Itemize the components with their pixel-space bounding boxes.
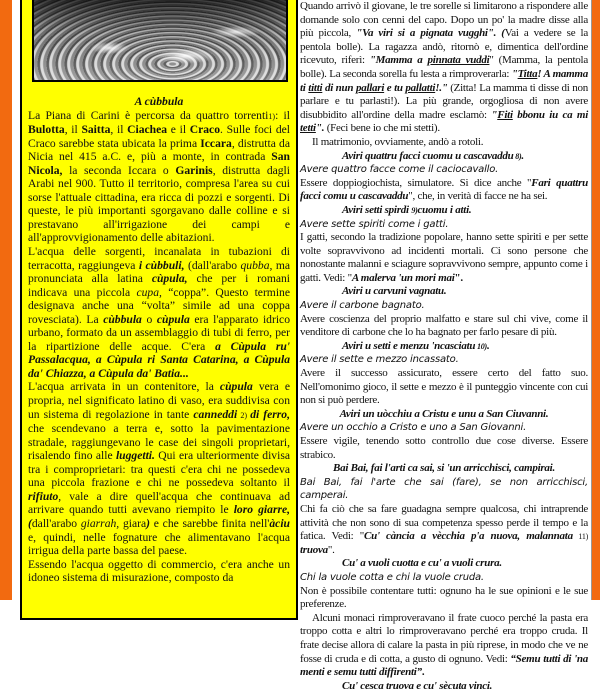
text-run: . bbox=[486, 339, 490, 352]
text-run: Cu' a vuoli cuotta e cu' a vuoli crura. bbox=[342, 557, 502, 570]
text-run: (dall'arabo bbox=[184, 258, 241, 272]
text-run: !." bbox=[435, 81, 448, 94]
left-article bbox=[28, 95, 290, 585]
text-run: e tu bbox=[384, 81, 406, 94]
text-run: e che sarebbe finita nell' bbox=[150, 516, 270, 530]
text-run: La Piana di Carini è percorsa da quattro torrenti bbox=[28, 108, 269, 122]
proverb-translation bbox=[300, 353, 588, 367]
text-run: cuomu i atti. bbox=[417, 203, 472, 216]
text-run: Vai a vedere se la pentola bolle). La ragazza andò, ritornò e, dimentica dell'ordine ricevuto, riferì: bbox=[300, 27, 588, 67]
paragraph bbox=[300, 136, 588, 150]
text-run: Saitta bbox=[81, 123, 111, 137]
proverb-translation bbox=[300, 476, 588, 503]
text-run: Aviri setti spirdi bbox=[342, 203, 412, 216]
text-run: A malerva 'un mori mai bbox=[351, 271, 455, 284]
text-run: , distrutta da Nicia nel 415 a.C. e, più a monte, in contrada bbox=[28, 136, 290, 164]
text-run: 10) bbox=[475, 341, 487, 351]
text-run: e, quindi, nelle fognature che alimentavano l'acqua irrigua della parte bassa del paese. bbox=[28, 530, 290, 558]
text-run: a Cùpula ru' Passalacqua, a Cùpula ri Santa Catarina, a Cùpula da' Chiazza, a Cùpula da' Batia... bbox=[28, 339, 291, 380]
text-run: 2) bbox=[237, 410, 251, 420]
text-run: pinnata vuddi bbox=[427, 54, 490, 67]
proverb-translation bbox=[300, 421, 588, 435]
text-run: ) bbox=[146, 516, 151, 530]
text-run: . bbox=[421, 666, 425, 679]
text-run: ". bbox=[315, 122, 325, 135]
text-run: o bbox=[141, 312, 157, 326]
paragraph bbox=[28, 558, 290, 585]
text-run: pallari bbox=[355, 81, 385, 94]
text-run: àciu bbox=[269, 516, 290, 530]
text-run: vera e propria, nel significato latino di vaso, era suddivisa con un sistema di regolazione in tante bbox=[28, 380, 290, 421]
text-run: truova bbox=[300, 543, 328, 556]
text-run: Quando arrivò il giovane, le tre sorelle si limitarono a rispondere alle domande solo con cenni del capo. Dopo un po' la madre disse alla più piccola, bbox=[300, 0, 588, 40]
text-run: Avere il sette e mezzo incassato. bbox=[300, 354, 459, 366]
text-run: L'acqua arrivata in un contenitore, la bbox=[28, 380, 220, 394]
text-run: Aviri un uòcchiu a Cristu e unu a San Ciuvanni. bbox=[339, 407, 549, 420]
proverb-translation bbox=[300, 163, 588, 177]
paragraph bbox=[300, 313, 588, 340]
text-run: giarrah, bbox=[80, 516, 120, 530]
text-run: Cu' cància a vècchia p'a nuova, malannata bbox=[363, 530, 573, 543]
text-run: i cùbbuli, bbox=[138, 258, 185, 272]
text-run: la seconda Iccara o bbox=[62, 163, 176, 177]
text-run: ", che, in verità di facce ne ha sei. bbox=[408, 190, 548, 203]
text-run: Fari quattru facci comu u cascavaddu bbox=[300, 176, 588, 203]
text-run: Craco bbox=[189, 123, 220, 137]
proverb-translation bbox=[300, 218, 588, 232]
paragraph bbox=[300, 503, 588, 557]
text-run: che scendevano a terra e, sotto la pavimentazione stradale, raggiungevano le case dei singoli proprietari, risalendo fino alle bbox=[28, 422, 290, 463]
text-run: . Sulle foci del Craco sarebbe stata ubicata la prima bbox=[28, 123, 290, 150]
text-run: Non è possibile contentare tutti: ognuno ha le sue opinioni e le sue preferenze. bbox=[300, 584, 588, 611]
paragraph bbox=[300, 367, 588, 408]
proverb bbox=[300, 340, 588, 354]
text-run: titti bbox=[308, 81, 323, 94]
text-run: " bbox=[491, 108, 498, 121]
paragraph bbox=[300, 435, 588, 462]
proverb-translation bbox=[300, 299, 588, 313]
text-run: Aviri u setti e menzu 'ncasciatu bbox=[342, 339, 476, 352]
text-run: e il bbox=[167, 123, 190, 137]
text-run: (Zitta! La mamma ti disse di non parlare e tu parlasti!). La più grande, orgogliosa di non avere disubbidito all'ordine della madre esclamò: bbox=[300, 81, 588, 121]
proverb bbox=[300, 285, 588, 299]
text-run: (Mamma, la pentola bolle). La seconda sorella fu lesta a rimproverarla: bbox=[300, 54, 588, 80]
proverb bbox=[300, 462, 588, 476]
text-run: (Feci bene io che mi stetti). bbox=[324, 122, 440, 135]
text-run: "Va viri si a pignata vugghi". ( bbox=[356, 27, 505, 40]
text-run: loro giarre, ( bbox=[28, 503, 291, 530]
water-photo bbox=[32, 0, 288, 82]
right-accent-strip bbox=[591, 0, 600, 600]
text-run: tetti bbox=[300, 122, 316, 135]
text-run: era l'apparato idrico urbano, formato da un assemblaggio di tubi di ferro, per la ripartizione delle acque. C'era bbox=[28, 312, 290, 353]
text-run: , vale a dire quell'acqua che continuava ad arrivare quando tutti avevano riempito le bbox=[28, 489, 290, 517]
text-run: Aviri u carvuni vagnatu. bbox=[342, 285, 447, 298]
text-run: Alcuni monaci rimproveravano il frate cuoco perché la pasta era troppo cotta e altri lo rimproveravano perché era troppo cruda. Il frate decise allora di calare la pasta in più riprese, in modo che ve ne fosse di cruda e di cotta, a gusto di ognuno. Vedi: bbox=[300, 611, 588, 665]
text-run: L'acqua delle sorgenti, incanalata in tubazioni di terracotta, raggiungeva bbox=[28, 245, 290, 272]
text-run: cùpula bbox=[156, 312, 190, 326]
text-run: che per i romani indicava una piccola bbox=[28, 272, 290, 299]
text-run: Qui era ulteriormente divisa tra i comproprietari: tra questi c'era chi ne possedeva una piccola frazione e chi ne possedeva soltanto il bbox=[28, 449, 290, 490]
text-run: Essere vigile, tenendo sotto controllo due cose diverse. Essere strabico. bbox=[300, 435, 588, 461]
sidebar-box bbox=[20, 0, 298, 620]
text-run: 8) bbox=[513, 151, 522, 161]
article-title: A cùbbula bbox=[134, 95, 184, 108]
proverb bbox=[300, 408, 588, 422]
text-run: Fiti bbox=[497, 108, 513, 121]
text-run: Essendo l'acqua oggetto di commercio, c'era anche un idoneo sistema di misurazione, composto da bbox=[28, 557, 290, 585]
text-run: cùpula, bbox=[151, 272, 188, 286]
text-run: ". bbox=[327, 543, 335, 556]
text-run: Il matrimonio, ovviamente, andò a rotoli. bbox=[312, 135, 484, 148]
text-run: Titta bbox=[517, 67, 538, 80]
text-run: Avere il carbone bagnato. bbox=[300, 300, 425, 312]
text-run: . bbox=[521, 149, 524, 162]
text-run: , distrutta dagli Arabi nel 900. Tutto il territorio, compresa l'area su cui sorse l'attuale cittadina, era ricca di pozzi e sorgenti. Di queste, le più importanti sgorgavano dalle colline e si prestavano all'irrigazione dei campi e all'approvvigionamento delle abitazioni. bbox=[28, 163, 291, 245]
text-run: bbonu iu ca mi bbox=[512, 108, 588, 121]
text-run: luggetti. bbox=[115, 449, 155, 463]
text-run: ma pronunciata alla latina bbox=[28, 258, 290, 286]
text-run: “Semu tutti di 'na menti e semu tutti diffirenti” bbox=[300, 652, 588, 679]
text-run: Chi fa ciò che sa fare guadagna sempre qualcosa, chi intraprende attività che non sono di sua competenza spesso perde il tempo e la fatica. Vedi: " bbox=[300, 502, 588, 543]
text-run: Avere sette spiriti come i gatti. bbox=[300, 218, 449, 230]
text-run: “coppa”. Questo termine designava anche una “volta” simile ad una coppa rovesciata). La bbox=[28, 285, 290, 326]
text-run: Ciachea bbox=[127, 123, 168, 137]
text-run: Bulotta bbox=[28, 123, 65, 137]
text-run: Avere il successo assicurato, essere certo del fatto suo. Nell'omonimo gioco, il sette e mezzo è il punteggio vincente con cui non si può perdere. bbox=[300, 367, 588, 407]
text-run: dall'arabo bbox=[31, 516, 81, 530]
text-run: qubba, bbox=[240, 258, 273, 272]
text-run: Bai Bai, fai l'arti ca sai, si 'un arricchisci, campirai. bbox=[333, 462, 555, 475]
proverb-translation bbox=[300, 571, 588, 585]
text-run: 1) bbox=[268, 111, 276, 121]
text-run: rifiuto bbox=[28, 489, 59, 503]
text-run: Garinis bbox=[175, 163, 213, 177]
text-run: Aviri quattru facci cuomu u cascavaddu bbox=[342, 149, 514, 162]
right-article bbox=[300, 0, 588, 693]
text-run: Avere un occhio a Cristo e uno a San Giovanni. bbox=[300, 422, 527, 434]
text-run: cùbbula bbox=[103, 312, 142, 326]
text-run: Avere quattro facce come il caciocavallo. bbox=[300, 164, 499, 176]
text-run: Iccara bbox=[200, 136, 232, 150]
text-run: di nun bbox=[322, 81, 356, 94]
text-run: ! A mamma ti bbox=[300, 67, 588, 94]
text-run: Essere doppiogiochista, simulatore. Si dice anche " bbox=[300, 176, 532, 189]
text-run: giara bbox=[119, 516, 147, 530]
text-run: Chi la vuole cotta e chi la vuole cruda. bbox=[300, 571, 484, 583]
text-run: "Mamma a bbox=[369, 54, 428, 67]
text-run: cupa, bbox=[136, 285, 162, 299]
left-accent-strip bbox=[0, 0, 12, 600]
proverb bbox=[300, 150, 588, 164]
paragraph bbox=[300, 0, 588, 136]
text-run: cùpula bbox=[219, 380, 253, 394]
text-run: " bbox=[489, 54, 494, 67]
text-run: ". bbox=[454, 271, 463, 284]
proverb bbox=[300, 680, 588, 693]
text-run: Avere coscienza del proprio malfatto e stare sul chi vive, come il venditore di carbone che lo ha bagnato per farlo pesare di più. bbox=[300, 312, 588, 339]
text-run: canneddi bbox=[193, 407, 238, 421]
text-run: San Nicola, bbox=[28, 150, 290, 177]
paragraph bbox=[300, 612, 588, 680]
paragraph bbox=[300, 585, 588, 612]
text-run: 9) bbox=[411, 205, 418, 215]
paragraph bbox=[28, 109, 290, 245]
proverb bbox=[300, 204, 588, 218]
text-run: Bai Bai, fai l'arte che sai (fare), se non arricchisci, camperai. bbox=[300, 476, 588, 502]
text-run: pallatti bbox=[405, 81, 436, 94]
proverb bbox=[300, 557, 588, 571]
text-run: 11) bbox=[572, 532, 588, 542]
paragraph bbox=[300, 231, 588, 285]
text-run: : il bbox=[275, 108, 290, 122]
paragraph bbox=[300, 177, 588, 204]
paragraph bbox=[28, 380, 290, 557]
text-run: , il bbox=[110, 123, 128, 137]
text-run: " bbox=[511, 67, 518, 80]
text-run: I gatti, secondo la tradizione popolare, hanno sette spiriti e per sette volte sopravvivono ad incidenti mortali. Ci sono persone che nonostante malanni e sciagure sopravvivono sempre, appunto come i gatti. Vedi: " bbox=[300, 231, 588, 284]
text-run: , il bbox=[64, 123, 82, 137]
text-run: Cu' cesca truova e cu' sècuta vinci. bbox=[342, 679, 493, 692]
text-run: di ferro, bbox=[250, 407, 290, 421]
paragraph bbox=[28, 245, 290, 380]
